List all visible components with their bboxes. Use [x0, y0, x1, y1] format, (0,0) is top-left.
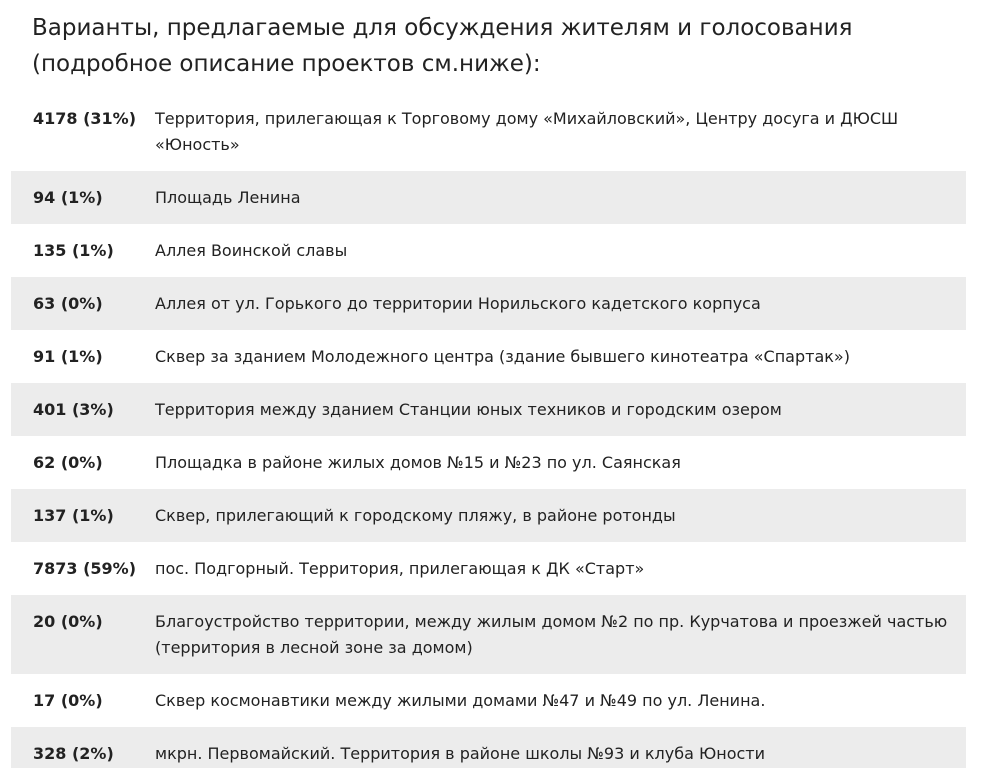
project-description: Сквер, прилегающий к городскому пляжу, в районе ротонды — [155, 506, 676, 525]
project-description: Сквер космонавтики между жилыми домами №47 и №49 по ул. Ленина. — [155, 691, 766, 710]
vote-count: 137 (1%) — [33, 506, 114, 525]
project-description: Аллея Воинской славы — [155, 241, 348, 260]
vote-count: 4178 (31%) — [33, 109, 137, 128]
table-row — [11, 92, 966, 171]
vote-count: 328 (2%) — [33, 744, 114, 763]
vote-count: 401 (3%) — [33, 400, 114, 419]
project-description: Благоустройство территории, между жилым домом №2 по пр. Курчатова и проезжей частью (территория в лесной зоне за домом) — [155, 612, 948, 657]
table-row — [11, 674, 966, 727]
project-description: Территория, прилегающая к Торговому дому «Михайловский», Центру досуга и ДЮСШ «Юность» — [155, 109, 899, 154]
project-description: мкрн. Первомайский. Территория в районе школы №93 и клуба Юности — [155, 744, 765, 763]
vote-count: 17 (0%) — [33, 691, 103, 710]
project-description: Площадка в районе жилых домов №15 и №23 по ул. Саянская — [155, 453, 681, 472]
table-row — [11, 277, 966, 330]
vote-count: 63 (0%) — [33, 294, 103, 313]
table-row — [11, 727, 966, 768]
table-row — [11, 383, 966, 436]
table-row — [11, 595, 966, 674]
table-row — [11, 224, 966, 277]
table-row — [11, 330, 966, 383]
table-row — [11, 542, 966, 595]
project-description: пос. Подгорный. Территория, прилегающая к ДК «Старт» — [155, 559, 645, 578]
table-row — [11, 171, 966, 224]
vote-count: 94 (1%) — [33, 188, 103, 207]
project-description: Аллея от ул. Горького до территории Норильского кадетского корпуса — [155, 294, 761, 313]
table-row — [11, 489, 966, 542]
project-description: Площадь Ленина — [155, 188, 301, 207]
project-description: Территория между зданием Станции юных техников и городским озером — [155, 400, 782, 419]
page-heading: Варианты, предлагаемые для обсуждения жителям и голосования (подробное описание проектов см.ниже): — [32, 15, 853, 77]
table-row — [11, 436, 966, 489]
vote-count: 62 (0%) — [33, 453, 103, 472]
vote-count: 91 (1%) — [33, 347, 103, 366]
vote-count: 7873 (59%) — [33, 559, 137, 578]
project-description: Сквер за зданием Молодежного центра (здание бывшего кинотеатра «Спартак») — [155, 347, 850, 366]
voting-results-table — [11, 92, 966, 768]
vote-count: 20 (0%) — [33, 612, 103, 631]
vote-count: 135 (1%) — [33, 241, 114, 260]
